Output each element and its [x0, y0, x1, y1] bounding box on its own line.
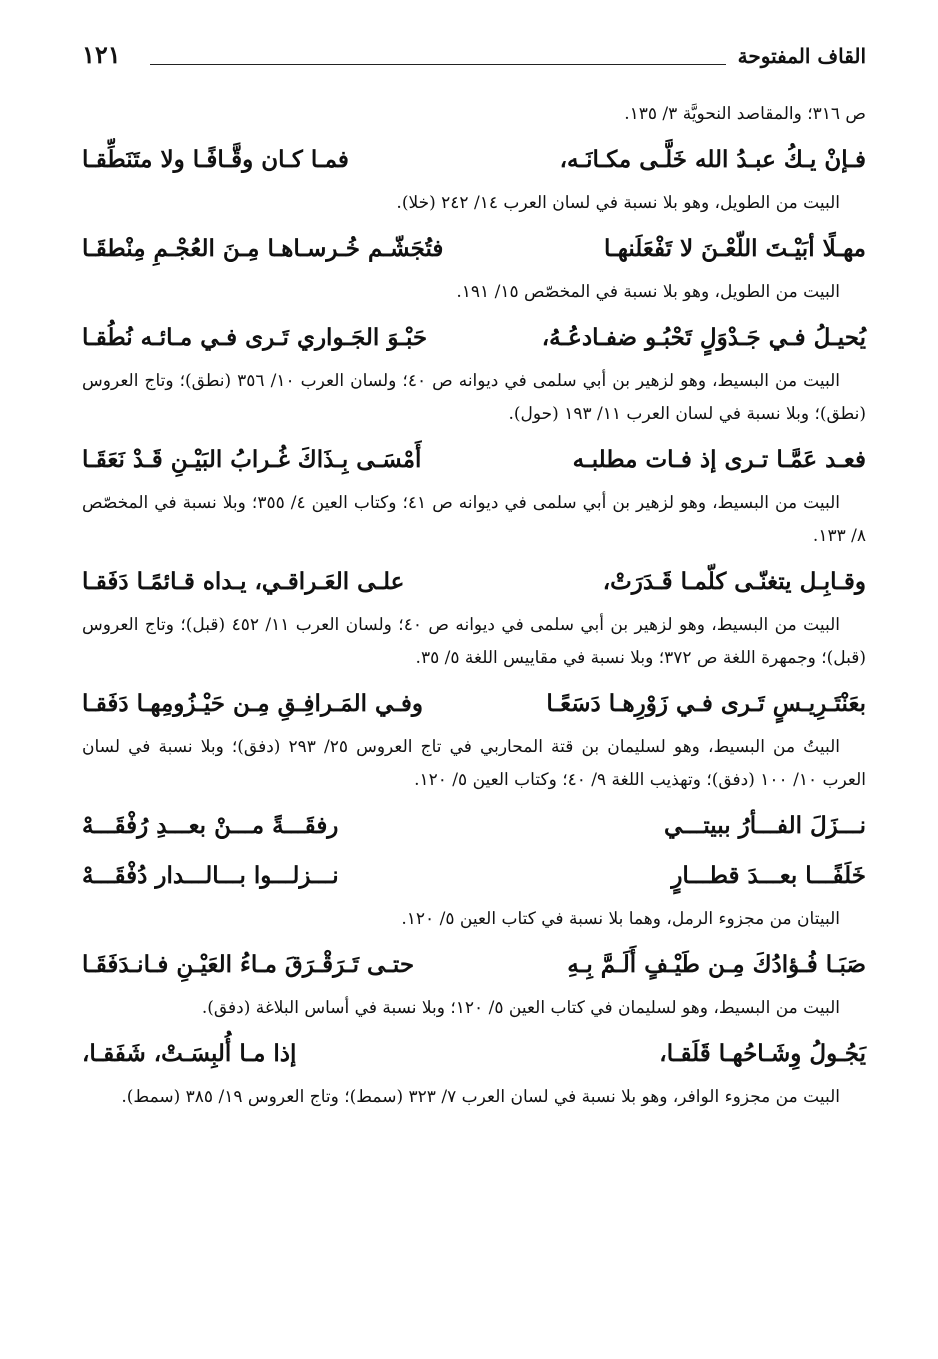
verse-first-hemistich: خَلَفًـــا بعـــدَ قطـــارٍ [671, 862, 866, 889]
verse-source-note: البيت من البسيط، وهو لزهير بن أبي سلمى في ديوانه ص ٤١؛ وكتاب العين ٤/ ٣٥٥؛ وبلا نسبة في المخصّص ٨/ ١٣٣. [82, 493, 866, 546]
verse-line [82, 315, 866, 361]
verse-line [82, 1031, 866, 1077]
verse-second-hemistich: وفـي المَـرافِـقِ مِـن حَيْـزُومِهـا دَفَقـا [82, 690, 424, 717]
verse-line [82, 437, 866, 483]
verse-source-note: البيت من الطويل، وهو بلا نسبة في المخصّص ١٥/ ١٩١. [456, 282, 840, 302]
verse-first-hemistich: وقـابِـل يتغنّـى كلّمـا قَـدَرَتْ، [602, 568, 866, 595]
verse-line [82, 559, 866, 605]
page-number: ١٢١ [82, 40, 121, 69]
verse-first-hemistich: يُحيـلُ فـي جَـدْوَلٍ تَحْبُـو ضفـادعُـهُ، [541, 324, 866, 351]
verse-second-hemistich: فتُجَشّـم خُـرسـاهـا مِـنَ العُجْـمِ مِنْطقَـا [82, 235, 444, 262]
verse-source-note: البيتان من مجزوء الرمل، وهما بلا نسبة في كتاب العين ٥/ ١٢٠. [401, 909, 840, 929]
verse-source-note: البيتُ من البسيط، وهو لسليمان بن قتة المحاربي في تاج العروس ٢٥/ ٢٩٣ (دفق)؛ وبلا نسبة في لسان العرب ١٠/ ١٠٠ (دفق)؛ وتهذيب اللغة ٩/ ٤٠؛ وكتاب العين ٥/ ١٢٠. [82, 737, 866, 790]
verse-first-hemistich: مهـلًا أبَيْـتَ اللّعْـنَ لا تَفْعَلَنهـا [604, 235, 866, 262]
verse-first-hemistich: نـــزَلَ الفـــأرُ ببيتـــي [663, 812, 866, 839]
page-header [82, 38, 866, 78]
verse-second-hemistich: علـى العَـراقـي، يـداه قـائمًـا دَفَقـا [82, 568, 405, 595]
verse-second-hemistich: فمـا كـان وقَّـافًـا ولا متَنَطِّقـا [82, 146, 349, 173]
verse-source-note: البيت من مجزوء الوافر، وهو بلا نسبة في لسان العرب ٧/ ٣٢٣ (سمط)؛ وتاج العروس ١٩/ ٣٨٥ (سمط). [121, 1087, 840, 1107]
verse-source-note: البيت من البسيط، وهو لزهير بن أبي سلمى في ديوانه ص ٤٠؛ ولسان العرب ١٠/ ٣٥٦ (نطق)؛ وتاج العروس (نطق)؛ وبلا نسبة في لسان العرب ١١/ ١٩٣ (حول). [82, 371, 866, 424]
verse-first-hemistich: فـإنْ يـكُ عبـدُ الله خَلَّـى مكـانَـه، [559, 146, 866, 173]
verse-second-hemistich: حتـى تَـرَقْـرَقَ مـاءُ العَيْـنِ فـانـدَفَقَـا [82, 951, 415, 978]
verse-second-hemistich: حَبْـوَ الجَـواري تَـرى فـي مـائـه نُطُقـا [82, 324, 428, 351]
page-content [82, 98, 866, 1120]
verse-line [82, 942, 866, 988]
verse-second-hemistich: رفقَـــةً مـــنْ بعـــدِ رُفْقَـــهْ [82, 812, 339, 839]
verse-second-hemistich: أَمْسَـى بِـذَاكَ غُـرابُ البَيْـنِ قَـدْ نَعَقَـا [82, 446, 422, 473]
verse-source-note: ص ٣١٦؛ والمقاصد النحويَّة ٣/ ١٣٥. [624, 104, 866, 124]
verse-first-hemistich: فعـد عَمَّـا تـرى إذ فـات مطلبـه [572, 446, 866, 473]
verse-line [82, 137, 866, 183]
verse-second-hemistich: إذا مـا أُلبِسَـتْ، شَفَقـا، [82, 1040, 297, 1067]
header-rule [150, 64, 726, 65]
verse-line [82, 853, 866, 899]
verse-source-note: البيت من الطويل، وهو بلا نسبة في لسان العرب ١٤/ ٢٤٢ (خلا). [396, 193, 840, 213]
verse-second-hemistich: نـــزلـــوا بـــالـــدار دُفْقَـــهْ [82, 862, 339, 889]
verse-first-hemistich: يَجُـولُ وِشَـاحُهـا قَلَقـا، [659, 1040, 866, 1067]
verse-line [82, 226, 866, 272]
verse-first-hemistich: بعَنْتَـرِيـسٍ تَـرى فـي زَوْرِهـا دَسَعًـا [546, 690, 866, 717]
verse-line [82, 803, 866, 849]
verse-line [82, 681, 866, 727]
running-head: القاف المفتوحة [737, 44, 866, 68]
verse-first-hemistich: صَبَـا فُـؤادُكَ مِـن طَيْـفٍ أَلَـمَّ بِـهِ [567, 951, 866, 978]
verse-source-note: البيت من البسيط، وهو لزهير بن أبي سلمى في ديوانه ص ٤٠؛ ولسان العرب ١١/ ٤٥٢ (قبل)؛ وتاج العروس (قبل)؛ وجمهرة اللغة ص ٣٧٢؛ وبلا نسبة في مقاييس اللغة ٥/ ٣٥. [82, 615, 866, 668]
verse-source-note: البيت من البسيط، وهو لسليمان في كتاب العين ٥/ ١٢٠؛ وبلا نسبة في أساس البلاغة (دفق). [201, 998, 840, 1018]
